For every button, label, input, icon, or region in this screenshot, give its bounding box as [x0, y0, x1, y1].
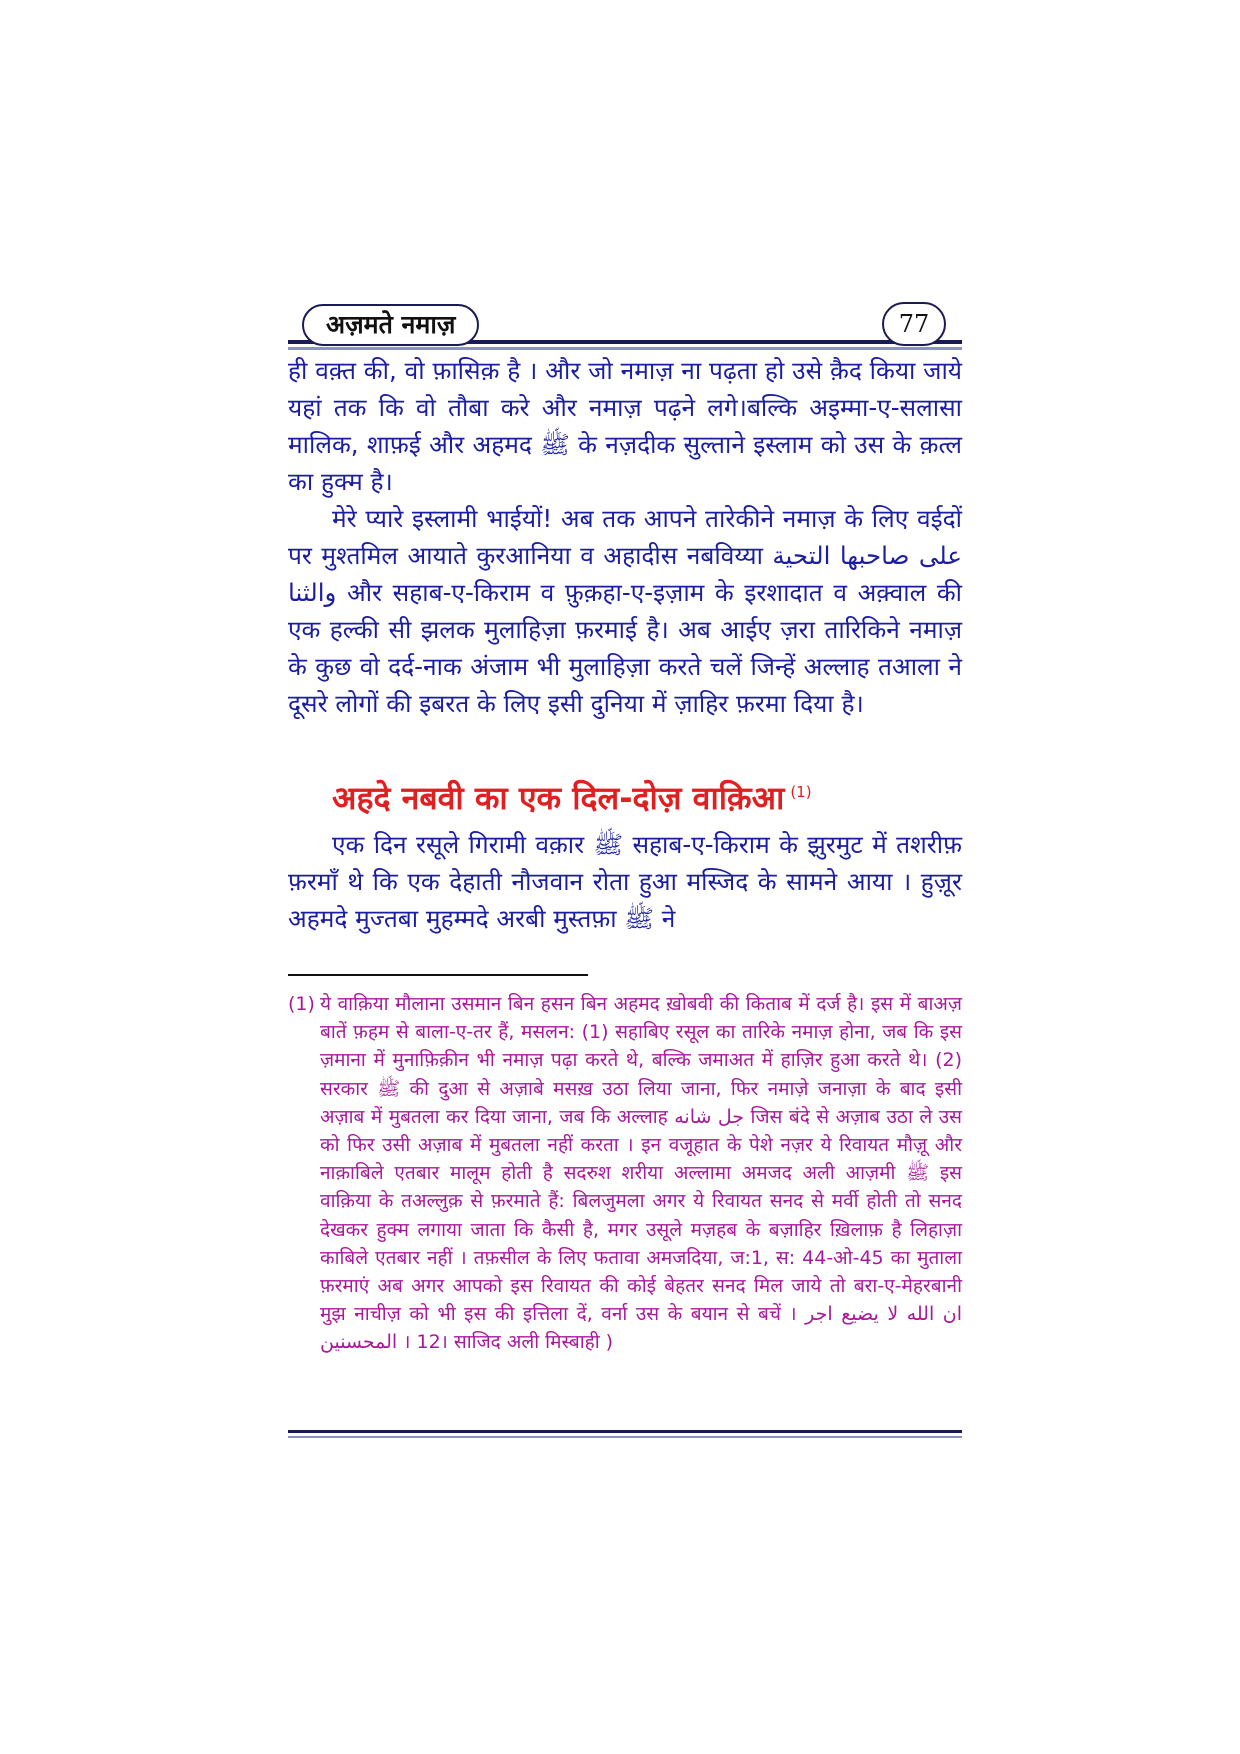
header-rule-light — [288, 347, 962, 350]
page-number: 77 — [882, 302, 946, 346]
paragraph: ही वक़्त की, वो फ़ासिक़ है । और जो नमाज़ ना पढ़ता हो उसे क़ैद किया जाये यहां तक कि वो तौबा करे और नमाज़ पढ़ने लगे।बल्कि अइम्मा-ए-सलासा मालिक, शाफ़ई और अहमद ﷺ के नज़दीक सुल्ताने इस्लाम को उस के क़त्ल का हुक्म है। — [288, 356, 962, 496]
main-text — [288, 352, 962, 722]
section-heading — [332, 776, 812, 819]
footnote — [288, 990, 962, 1357]
footer-rule-light — [288, 1436, 962, 1438]
paragraph: मेरे प्यारे इस्लामी भाईयों! अब तक आपने तारेकीने नमाज़ के लिए वईदों पर मुश्तमिल आयाते कुरआनिया व अहादीस नबविय्या على صاحبها التحية والثنا और सहाब-ए-किराम व फ़ुक़हा-ए-इज़ाम के इरशादात व अक़्वाल की एक हल्की सी झलक मुलाहिज़ा फ़रमाई है। अब आईए ज़रा तारिकिने नमाज़ के कुछ वो दर्द-नाक अंजाम भी मुलाहिज़ा करते चलें जिन्हें अल्लाह तआला ने दूसरे लोगों की इबरत के लिए इसी दुनिया में ज़ाहिर फ़रमा दिया है। — [288, 504, 962, 718]
footnote-body: ये वाक़िया मौलाना उसमान बिन हसन बिन अहमद ख़ोबवी की किताब में दर्ज है। इस में बाअज़ बातें फ़हम से बाला-ए-तर हैं, मसलन: (1) सहाबिए रसूल का तारिके नमाज़ होना, जब कि इस ज़माना में मुनाफ़िक़ीन भी नमाज़ पढ़ा करते थे, बल्कि जमाअत में हाज़िर हुआ करते थे। (2) सरकार ﷺ की दुआ से अज़ाबे मसख़ उठा लिया जाना, फिर नमाज़े जनाज़ा के बाद इसी अज़ाब में मुबतला कर दिया जाना, जब कि अल्लाह جل شانه जिस बंदे से अज़ाब उठा ले उस को फिर उसी अज़ाब में मुबतला नहीं करता । इन वजूहात के पेशे नज़र ये रिवायत मौज़ू और नाक़ाबिले एतबार मालूम होती है सदरुश शरीया अल्लामा अमजद अली आज़मी ﷺ इस वाक़िया के तअल्लुक़ से फ़रमाते हैं: बिलजुमला अगर ये रिवायत सनद से मर्वी होती तो सनद देखकर हुक्म लगाया जाता कि कैसी है, मगर उसूले मज़हब के बज़ाहिर ख़िलाफ़ है लिहाज़ा काबिले एतबार नहीं । तफ़सील के लिए फतावा अमजदिया, ज:1, स: 44-ओ-45 का मुताला फ़रमाएं अब अगर आपको इस रिवायत की कोई बेहतर सनद मिल जाये तो बरा-ए-मेहरबानी मुझ नाचीज़ को भी इस की इत्तिला दें, वर्ना उस के बयान से बचें । ان الله لا يضيع اجر المحسنين । 12। साजिद अली मिस्बाही ) — [320, 993, 962, 1354]
footer-rule — [288, 1430, 962, 1433]
footnote-text — [288, 990, 962, 1357]
section-heading-text: अहदे नबवी का एक दिल-दोज़ वाक़िआ — [332, 779, 785, 817]
main-text-continued — [288, 826, 962, 937]
footnote-marker: (1) — [790, 783, 812, 802]
paragraph: एक दिन रसूले गिरामी वक़ार ﷺ सहाब-ए-किराम के झुरमुट में तशरीफ़ फ़रमाँ थे कि एक देहाती नौजवान रोता हुआ मस्जिद के सामने आया । हुज़ूर अहमदे मुज्तबा मुहम्मदे अरबी मुस्तफ़ा ﷺ ने — [288, 830, 962, 933]
footnote-number: (1) — [288, 993, 315, 1015]
page-header — [288, 302, 962, 350]
footnote-separator — [288, 974, 588, 976]
book-title: अज़मते नमाज़ — [302, 304, 479, 346]
